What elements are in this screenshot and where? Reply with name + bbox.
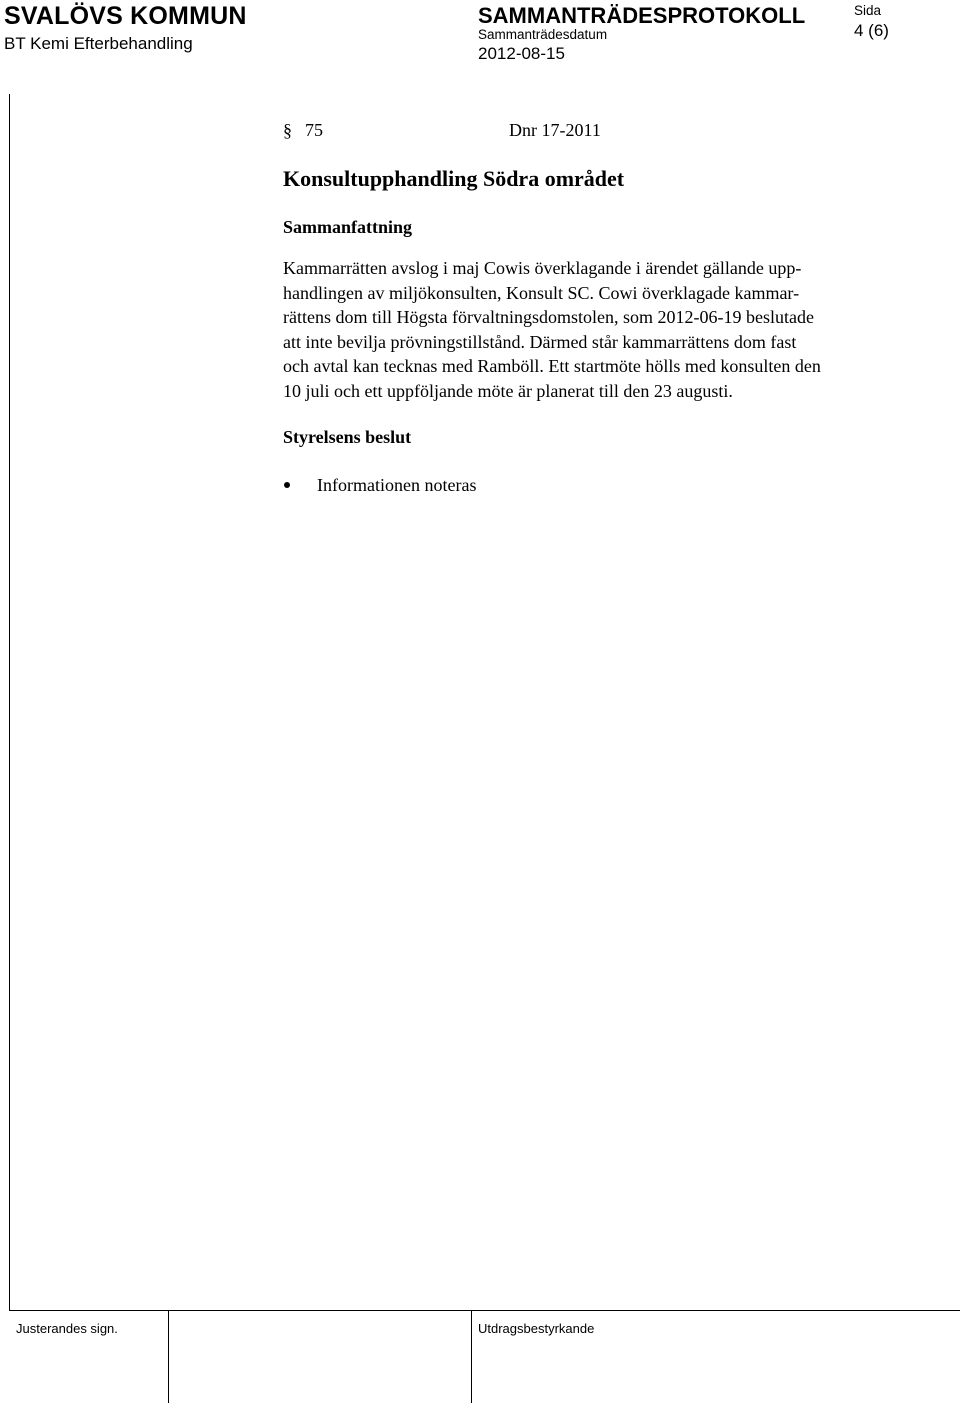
organization-unit: BT Kemi Efterbehandling [4,34,193,53]
footer-separator [168,1310,169,1403]
meeting-date-label: Sammanträdesdatum [478,27,608,42]
section-body [283,117,923,497]
summary-heading: Sammanfattning [283,217,413,237]
summary-line: 10 juli och ett uppföljande möte är planerat till den 23 augusti. [283,380,733,401]
decision-item [283,473,923,497]
section-title: Konsultupphandling Södra området [283,166,625,191]
page-label: Sida [854,3,882,18]
case-number: Dnr 17-2011 [509,120,601,140]
meeting-date: 2012-08-15 [478,44,565,63]
left-margin-rule [9,94,10,1310]
footer-separator [471,1310,472,1403]
signature-label: Justerandes sign. [16,1321,118,1336]
extract-certification-label: Utdragsbestyrkande [478,1321,595,1336]
footer-rule [9,1310,960,1311]
decision-list [283,473,923,497]
summary-line: att inte bevilja prövningstillstånd. Därmed står kammarrättens dom fast [283,331,797,352]
summary-line: rättens dom till Högsta förvaltningsdomstolen, som 2012-06-19 beslutade [283,307,814,327]
page-number: 4 (6) [854,21,889,40]
summary-line: och avtal kan tecknas med Ramböll. Ett startmöte hölls med konsulten den [283,356,821,376]
summary-line: handlingen av miljökonsulten, Konsult SC. Cowi överklagade kammar- [283,282,800,303]
decision-item-text: Informationen noteras [317,475,477,495]
document-type: SAMMANTRÄDESPROTOKOLL [478,3,806,28]
decision-heading: Styrelsens beslut [283,427,412,447]
summary-text [283,256,923,403]
summary-line: Kammarrätten avslog i maj Cowis överklagande i ärendet gällande upp- [283,258,802,278]
organization-name: SVALÖVS KOMMUN [4,2,247,30]
section-number-line [283,117,923,143]
section-number: 75 [305,120,323,140]
bullet-icon [284,482,290,488]
paragraph-sign: § [283,120,292,140]
